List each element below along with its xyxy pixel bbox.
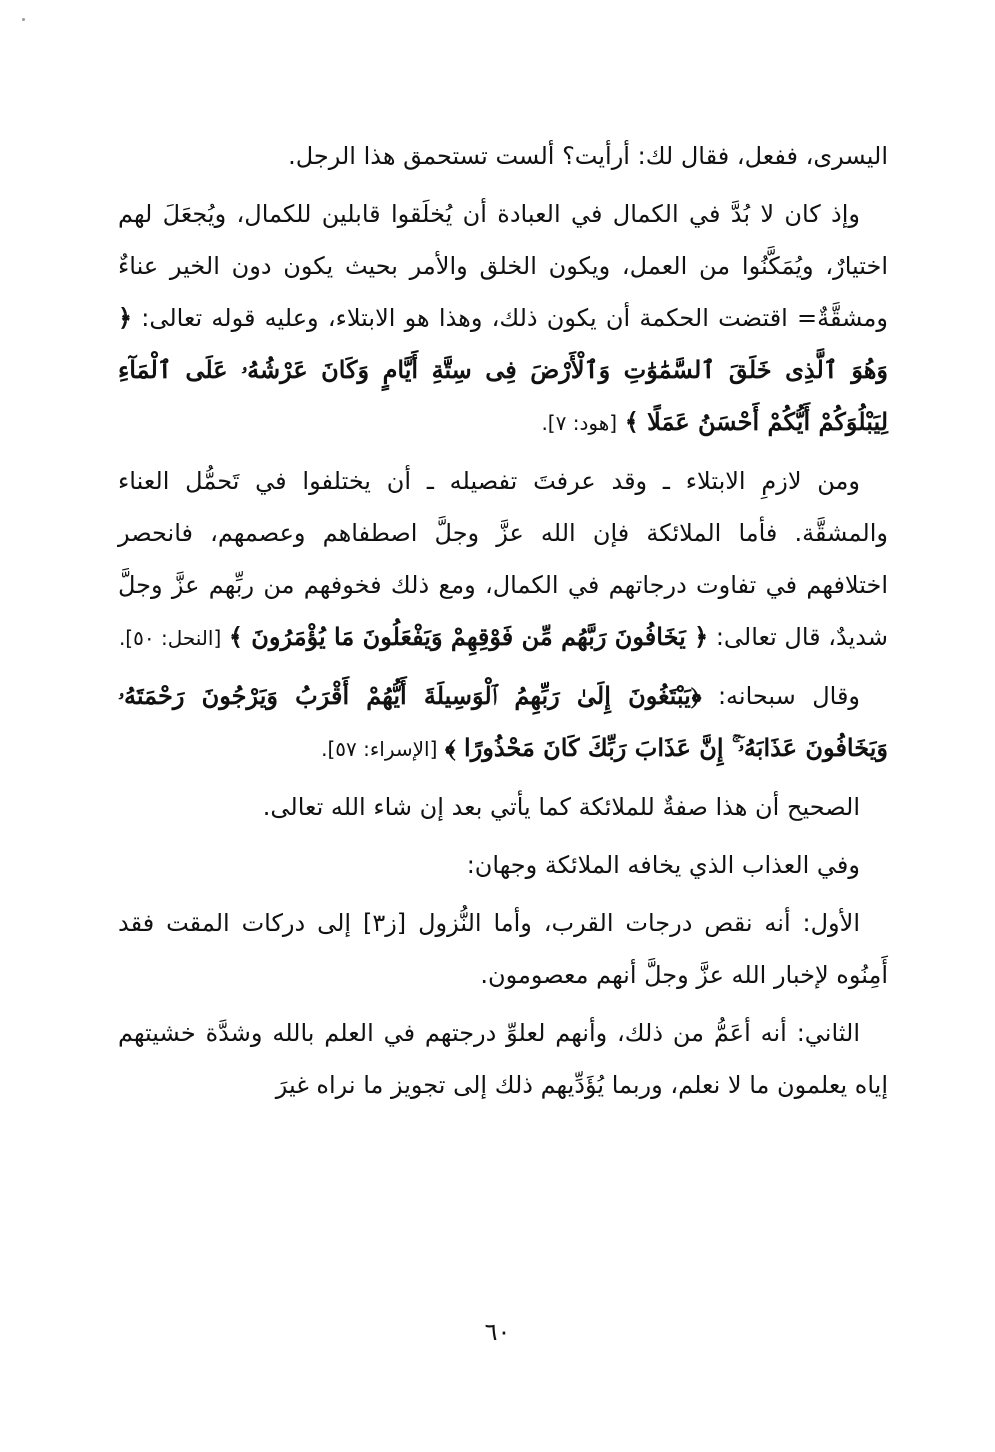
paragraph-text: الثاني: أنه أعَمُّ من ذلك، وأنهم لعلوِّ درجتهم في العلم بالله وشدَّة خشيتهم إياه يعلمون ما لا نعلم، وربما يُؤَدِّيهم ذلك إلى تجويز ما نراه غيرَ bbox=[118, 1019, 888, 1099]
paragraph-text: وإذ كان لا بُدَّ في الكمال في العبادة أن يُخلَقوا قابلين للكمال، ويُجعَلَ لهم اختيارٌ، ويُمَكَّنُوا من العمل، ويكون الخلق والأمر بحيث يكون دون الخير عناءٌ ومشقَّةٌ= اقتضت الحكمة أن يكون ذلك، وهذا هو الابتلاء، وعليه قوله تعالى: bbox=[118, 200, 888, 332]
quran-verse: ﴿يَبْتَغُونَ إِلَىٰ رَبِّهِمُ ٱلْوَسِيلَةَ أَيُّهُمْ أَقْرَبُ وَيَرْجُونَ رَحْمَتَهُۥ وَيَخَافُونَ عَذَابَهُۥٓ ۚ إِنَّ عَذَابَ رَبِّكَ كَانَ مَحْذُورًا ﴾ bbox=[118, 681, 888, 762]
page-number: ٦٠ bbox=[484, 1318, 511, 1346]
verse-reference: [الإسراء: ٥٧]. bbox=[321, 737, 438, 761]
paragraph-angels bbox=[118, 455, 888, 664]
paragraph-text: الأول: أنه نقص درجات القرب، وأما النُّزول [ز٣] إلى دركات المقت فقد أَمِنُوه لإخبار الله عزَّ وجلَّ أنهم معصومون. bbox=[118, 909, 888, 989]
paragraph-ibtila bbox=[118, 188, 888, 449]
paragraph-first-view bbox=[118, 897, 888, 1001]
paragraph-text: وفي العذاب الذي يخافه الملائكة وجهان: bbox=[466, 851, 860, 879]
paragraph-sahih bbox=[118, 781, 888, 833]
paragraph-continuation bbox=[118, 130, 888, 182]
scan-speck bbox=[22, 18, 25, 21]
verse-reference: [هود: ٧]. bbox=[541, 411, 618, 435]
verse-reference: [النحل: ٥٠]. bbox=[118, 626, 222, 650]
page-body bbox=[118, 130, 888, 1117]
paragraph-text: ومن لازمِ الابتلاء ـ وقد عرفتَ تفصيله ـ أن يختلفوا في تَحمُّل العناء والمشقَّة. فأما الملائكة فإن الله عزَّ وجلَّ اصطفاهم وعصمهم، فانحصر اختلافهم في تفاوت درجاتهم في الكمال، ومع ذلك فخوفهم من ربِّهم عزَّ وجلَّ شديدٌ، قال تعالى: bbox=[118, 467, 888, 651]
paragraph-second-view bbox=[118, 1007, 888, 1111]
paragraph-text: وقال سبحانه: bbox=[717, 682, 861, 710]
paragraph-text: اليسرى، ففعل، فقال لك: أرأيت؟ ألست تستحمق هذا الرجل. bbox=[288, 142, 888, 170]
quran-verse: ﴿ يَخَافُونَ رَبَّهُم مِّن فَوْقِهِمْ وَيَفْعَلُونَ مَا يُؤْمَرُونَ ﴾ bbox=[228, 622, 709, 651]
quran-verse: ﴿ وَهُوَ ٱلَّذِى خَلَقَ ٱلسَّمَٰوَٰتِ وَٱلْأَرْضَ فِى سِتَّةِ أَيَّامٍ وَكَانَ عَرْشُهُۥ عَلَى ٱلْمَآءِ لِيَبْلُوَكُمْ أَيُّكُمْ أَحْسَنُ عَمَلًا ﴾ bbox=[118, 303, 889, 436]
paragraph-two-views bbox=[118, 839, 888, 891]
paragraph-isra bbox=[118, 670, 888, 775]
paragraph-text: الصحيح أن هذا صفةٌ للملائكة كما يأتي بعد إن شاء الله تعالى. bbox=[262, 793, 860, 821]
